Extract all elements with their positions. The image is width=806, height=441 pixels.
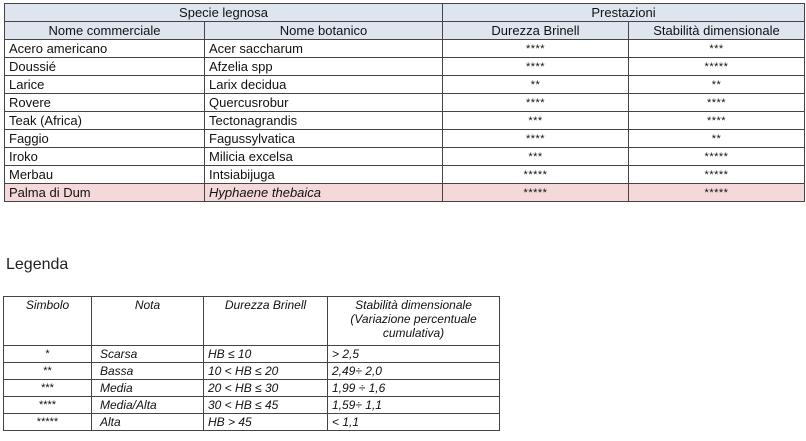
table-row <box>5 94 805 112</box>
legend-row <box>4 346 500 363</box>
legend-row <box>4 380 500 397</box>
botanical-name-cell: Larix decidua <box>205 76 443 94</box>
legend-row <box>4 363 500 380</box>
legend-note-cell: Media/Alta <box>92 397 204 414</box>
legend-note-cell: Scarsa <box>92 346 204 363</box>
stability-rating-cell: *** <box>629 40 805 58</box>
legend-symbol-cell: *** <box>4 380 92 397</box>
botanical-name-cell: Fagussylvatica <box>205 130 443 148</box>
hardness-rating-cell: **** <box>443 40 629 58</box>
legend-stability-cell: 2,49÷ 2,0 <box>328 363 500 380</box>
stability-rating-cell: **** <box>629 112 805 130</box>
hardness-rating-cell: **** <box>443 58 629 76</box>
botanical-name-cell: Afzelia spp <box>205 58 443 76</box>
table-row-highlighted <box>5 184 805 202</box>
botanical-name-cell: Intsiabijuga <box>205 166 443 184</box>
legend-stability-cell: 1,59÷ 1,1 <box>328 397 500 414</box>
commercial-name-cell: Iroko <box>5 148 205 166</box>
stability-rating-cell: ***** <box>629 148 805 166</box>
stability-rating-cell: **** <box>629 94 805 112</box>
legend-hardness-header: Durezza Brinell <box>204 297 328 346</box>
stability-rating-cell: ** <box>629 76 805 94</box>
legend-symbol-cell: * <box>4 346 92 363</box>
legend-note-cell: Bassa <box>92 363 204 380</box>
hardness-rating-cell: ** <box>443 76 629 94</box>
column-header-row <box>5 22 805 40</box>
legend-stability-cell: 1,99 ÷ 1,6 <box>328 380 500 397</box>
commercial-name-header: Nome commerciale <box>5 22 205 40</box>
stability-header: Stabilità dimensionale <box>629 22 805 40</box>
table-row <box>5 130 805 148</box>
stability-rating-cell: ***** <box>629 166 805 184</box>
legend-symbol-cell: ***** <box>4 414 92 431</box>
stability-rating-cell: ** <box>629 130 805 148</box>
legend-hardness-cell: 30 < HB ≤ 45 <box>204 397 328 414</box>
hardness-rating-cell: ***** <box>443 166 629 184</box>
hardness-rating-cell: **** <box>443 130 629 148</box>
legend-hardness-cell: 10 < HB ≤ 20 <box>204 363 328 380</box>
commercial-name-cell: Doussié <box>5 58 205 76</box>
botanical-name-cell: Quercusrobur <box>205 94 443 112</box>
legend-stability-cell: < 1,1 <box>328 414 500 431</box>
table-row <box>5 112 805 130</box>
table-row <box>5 166 805 184</box>
botanical-name-cell: Tectonagrandis <box>205 112 443 130</box>
botanical-name-cell: Hyphaene thebaica <box>205 184 443 202</box>
performance-group-header: Prestazioni <box>443 4 805 22</box>
botanical-name-cell: Acer saccharum <box>205 40 443 58</box>
commercial-name-cell: Larice <box>5 76 205 94</box>
botanical-name-cell: Milicia excelsa <box>205 148 443 166</box>
hardness-header: Durezza Brinell <box>443 22 629 40</box>
table-row <box>5 76 805 94</box>
commercial-name-cell: Rovere <box>5 94 205 112</box>
legend-symbol-header: Simbolo <box>4 297 92 346</box>
legend-note-cell: Media <box>92 380 204 397</box>
table-row <box>5 148 805 166</box>
botanical-name-header: Nome botanico <box>205 22 443 40</box>
stability-rating-cell: ***** <box>629 58 805 76</box>
legend-title: Legenda <box>6 256 69 273</box>
table-row <box>5 58 805 76</box>
legend-hardness-cell: HB ≤ 10 <box>204 346 328 363</box>
legend-row <box>4 414 500 431</box>
legend-row <box>4 397 500 414</box>
legend-stability-cell: > 2,5 <box>328 346 500 363</box>
legend-hardness-cell: HB > 45 <box>204 414 328 431</box>
legend-header-row <box>4 297 500 346</box>
legend-stability-header: Stabilità dimensionale (Variazione percentuale cumulativa) <box>328 297 500 346</box>
legend-symbol-cell: **** <box>4 397 92 414</box>
legend-note-header: Nota <box>92 297 204 346</box>
table-row <box>5 40 805 58</box>
hardness-rating-cell: ***** <box>443 184 629 202</box>
commercial-name-cell: Palma di Dum <box>5 184 205 202</box>
legend-table <box>3 296 500 431</box>
commercial-name-cell: Acero americano <box>5 40 205 58</box>
legend-hardness-cell: 20 < HB ≤ 30 <box>204 380 328 397</box>
group-header-row <box>5 4 805 22</box>
stability-rating-cell: ***** <box>629 184 805 202</box>
commercial-name-cell: Faggio <box>5 130 205 148</box>
hardness-rating-cell: *** <box>443 112 629 130</box>
hardness-rating-cell: **** <box>443 94 629 112</box>
commercial-name-cell: Merbau <box>5 166 205 184</box>
commercial-name-cell: Teak (Africa) <box>5 112 205 130</box>
legend-note-cell: Alta <box>92 414 204 431</box>
wood-species-table <box>4 3 805 202</box>
species-group-header: Specie legnosa <box>5 4 443 22</box>
hardness-rating-cell: *** <box>443 148 629 166</box>
legend-symbol-cell: ** <box>4 363 92 380</box>
